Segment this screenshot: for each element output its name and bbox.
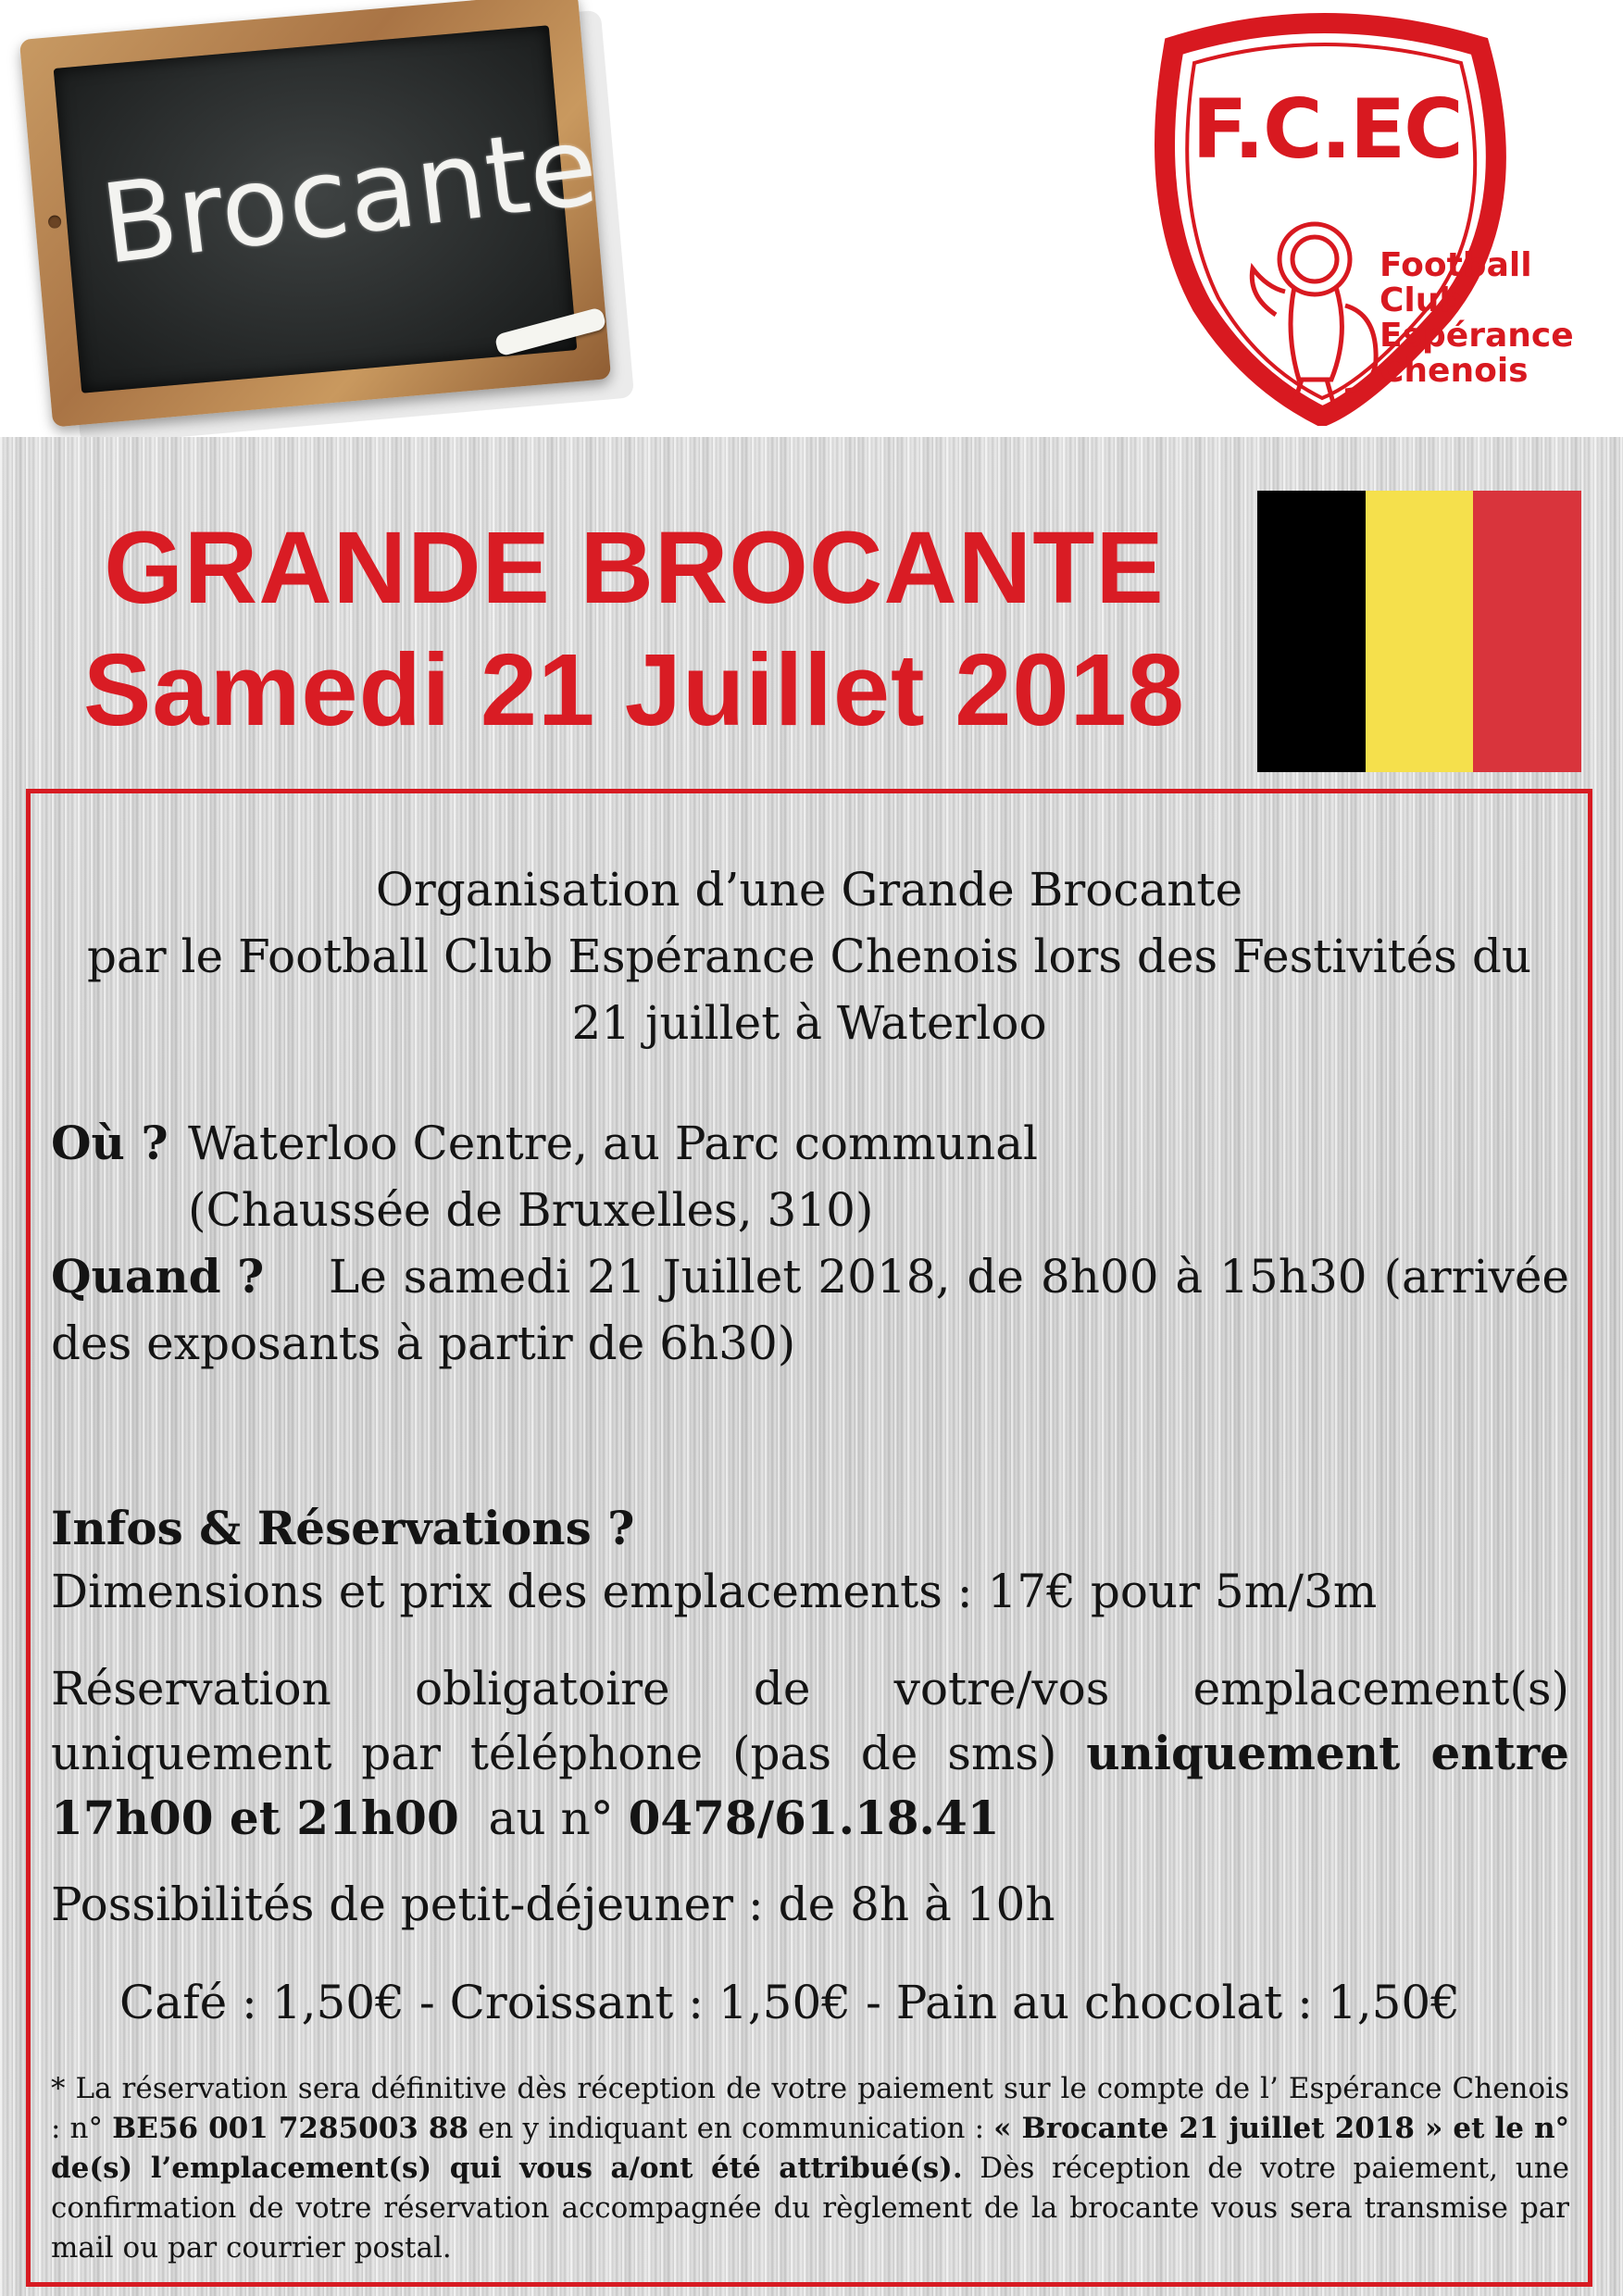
club-name-line: Chenois (1380, 352, 1529, 390)
where-value: Waterloo Centre, au Parc communal (188, 1117, 1038, 1170)
flag-stripe-red (1473, 491, 1581, 772)
title-line-1: GRANDE BROCANTE (104, 511, 1165, 625)
payment-footnote (51, 2069, 1569, 2268)
chalk-stick-icon (493, 306, 606, 356)
when-row (51, 1243, 1569, 1310)
slate-wooden-frame (19, 0, 611, 428)
fcec-club-logo (1137, 9, 1600, 426)
belgian-flag-icon (1257, 491, 1581, 772)
where-address: (Chaussée de Bruxelles, 310) (188, 1183, 874, 1237)
slate-nail-hole (48, 215, 62, 229)
title-line-2: Samedi 21 Juillet 2018 (83, 633, 1185, 747)
footnote-text: * La réservation sera définitive dès réception de votre paiement sur le compte de l’ Espérance Chenois : n° (51, 2072, 1569, 2145)
flag-stripe-yellow (1366, 491, 1474, 772)
reservation-line: Réservation obligatoire de votre/vos emplacement(s) (51, 1662, 1569, 1716)
intro-line: 21 juillet à Waterloo (571, 996, 1047, 1050)
reservation-number-label: au n° (488, 1791, 614, 1845)
reservation-hours: 17h00 et 21h00 (51, 1791, 459, 1845)
footnote-text: en y indiquant en communication : (478, 2112, 985, 2145)
brocante-slate-image (26, 6, 618, 431)
when-label: Quand ? (51, 1249, 265, 1304)
intro-line: par le Football Club Espérance Chenois lors des Festivités du (86, 930, 1532, 983)
where-row (51, 1110, 1569, 1177)
flag-stripe-black (1257, 491, 1366, 772)
payment-communication: « Brocante 21 juillet 2018 » et le n° de(s) l’emplacement(s) qui vous a/ont été attribué(s). (51, 2112, 1569, 2185)
dimensions-price: Dimensions et prix des emplacements : 17€ pour 5m/3m (51, 1565, 1378, 1618)
club-initials: F.C.EC (1192, 81, 1462, 177)
breakfast-info: Possibilités de petit-déjeuner : de 8h à 10h (51, 1878, 1055, 1931)
info-box-content (31, 793, 1588, 2282)
bank-account: BE56 001 7285003 88 (112, 2112, 469, 2145)
phone-number: 0478/61.18.41 (628, 1791, 1000, 1845)
poster-header (0, 0, 1623, 437)
club-name-line: Club (1380, 281, 1464, 319)
club-name (1380, 248, 1602, 389)
reservation-bold: uniquement entre (1086, 1726, 1569, 1780)
when-value: Le samedi 21 Juillet 2018, de 8h00 à 15h30 (arrivée (329, 1250, 1569, 1304)
breakfast-prices: Café : 1,50€ - Croissant : 1,50€ - Pain au chocolat : 1,50€ (119, 1976, 1461, 2029)
info-box (26, 789, 1592, 2287)
infos-heading: Infos & Réservations ? (51, 1501, 635, 1555)
footnote-text: Dès réception de votre paiement, une confirmation de votre réservation accompagnée du règlement de la brocante vous sera transmise par mail ou par courrier postal. (51, 2152, 1570, 2265)
poster-title (37, 507, 1231, 752)
reservation-plain: uniquement par téléphone (pas de sms) (51, 1727, 1057, 1780)
reservation-line (51, 1786, 1569, 1851)
where-label: Où ? (51, 1116, 169, 1170)
club-name-line: Espérance (1380, 317, 1574, 355)
intro-line: Organisation d’une Grande Brocante (375, 863, 1243, 917)
reservation-text (51, 1656, 1569, 1851)
chalkboard (54, 25, 606, 393)
when-continuation: des exposants à partir de 6h30) (51, 1316, 796, 1370)
club-name-line: Football (1380, 246, 1532, 284)
slate-title: Brocante (94, 101, 606, 289)
intro-text (44, 856, 1575, 1056)
reservation-line (51, 1721, 1569, 1786)
